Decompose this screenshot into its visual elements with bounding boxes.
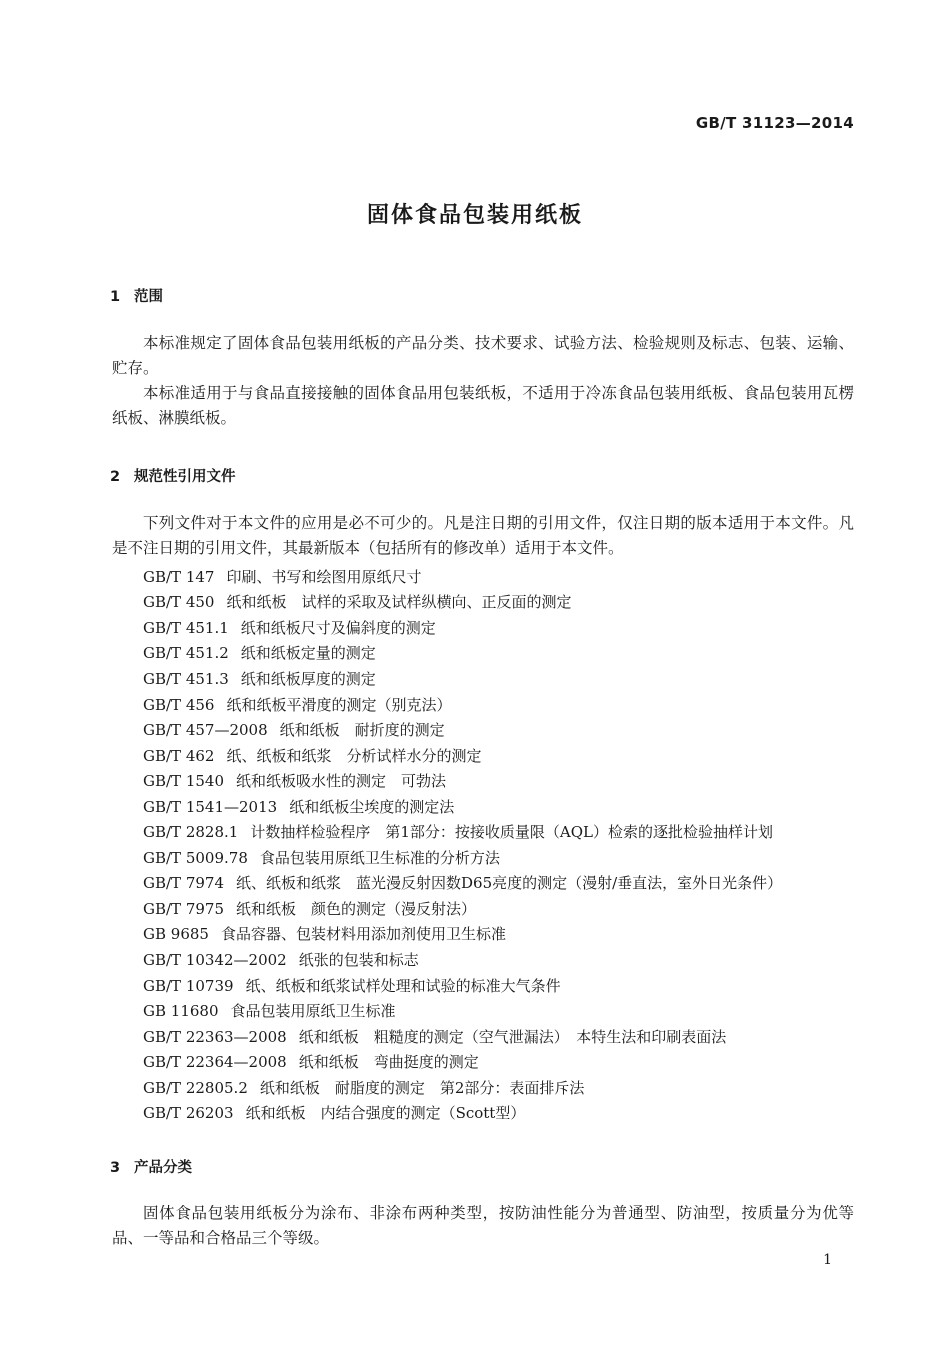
section-3-paragraph-1: 固体食品包装用纸板分为涂布、非涂布两种类型，按防油性能分为普通型、防油型，按质量分为优等品、一等品和合格品三个等级。: [112, 1204, 854, 1247]
section-3-heading: [110, 1156, 192, 1177]
section-title: 规范性引用文件: [134, 469, 236, 485]
reference-title: 纸、纸板和纸浆试样处理和试验的标准大气条件: [245, 977, 561, 995]
reference-code: GB/T 5009.78: [143, 849, 248, 867]
reference-item: [143, 796, 454, 817]
section-2-intro: 下列文件对于本文件的应用是必不可少的。凡是注日期的引用文件，仅注日期的版本适用于本文件。凡是不注日期的引用文件，其最新版本（包括所有的修改单）适用于本文件。: [112, 514, 854, 557]
reference-item: [143, 1051, 479, 1072]
reference-item: [143, 923, 506, 944]
reference-item: [143, 668, 376, 689]
reference-item: [143, 1102, 525, 1123]
reference-title: 纸、纸板和纸浆 分析试样水分的测定: [226, 747, 482, 765]
reference-code: GB/T 451.1: [143, 619, 229, 637]
section-title: 范围: [134, 289, 163, 305]
reference-title: 纸和纸板 试样的采取及试样纵横向、正反面的测定: [226, 593, 572, 611]
reference-item: [143, 642, 376, 663]
reference-title: 纸和纸板 粗糙度的测定（空气泄漏法） 本特生法和印刷表面法: [298, 1028, 727, 1046]
reference-code: GB/T 22363—2008: [143, 1028, 287, 1046]
reference-title: 印刷、书写和绘图用原纸尺寸: [226, 568, 422, 586]
document-title: 固体食品包装用纸板: [366, 203, 583, 228]
reference-item: [143, 872, 782, 893]
reference-code: GB/T 22805.2: [143, 1079, 248, 1097]
reference-title: 纸和纸板 颜色的测定（漫反射法）: [236, 900, 477, 918]
reference-code: GB/T 450: [143, 593, 215, 611]
reference-code: GB/T 147: [143, 568, 215, 586]
reference-title: 计数抽样检验程序 第1部分：按接收质量限（AQL）检索的逐批检验抽样计划: [250, 823, 773, 841]
reference-code: GB 9685: [143, 925, 209, 943]
page-number: 1: [823, 1252, 832, 1268]
reference-title: 食品容器、包装材料用添加剂使用卫生标准: [220, 925, 506, 943]
reference-item: [143, 975, 561, 996]
reference-code: GB/T 26203: [143, 1104, 234, 1122]
reference-title: 纸和纸板 弯曲挺度的测定: [298, 1053, 479, 1071]
reference-item: [143, 745, 481, 766]
reference-title: 纸和纸板吸水性的测定 可勃法: [236, 772, 447, 790]
section-number: 1: [110, 289, 121, 305]
reference-title: 纸和纸板 耐脂度的测定 第2部分：表面排斥法: [259, 1079, 585, 1097]
reference-code: GB/T 2828.1: [143, 823, 239, 841]
reference-code: GB/T 457—2008: [143, 721, 268, 739]
reference-title: 纸和纸板厚度的测定: [240, 670, 376, 688]
reference-item: [143, 719, 445, 740]
section-1-paragraph-1: 本标准规定了固体食品包装用纸板的产品分类、技术要求、试验方法、检验规则及标志、包装、运输、贮存。: [112, 334, 854, 377]
reference-title: 纸和纸板 内结合强度的测定（Scott型）: [245, 1104, 526, 1122]
reference-title: 纸和纸板平滑度的测定（别克法）: [226, 696, 452, 714]
section-number: 2: [110, 469, 121, 485]
reference-code: GB/T 1540: [143, 772, 225, 790]
reference-title: 纸和纸板尺寸及偏斜度的测定: [240, 619, 436, 637]
section-2-heading: [110, 465, 236, 486]
reference-title: 纸和纸板尘埃度的测定法: [289, 798, 455, 816]
reference-item: [143, 770, 446, 791]
reference-item: [143, 847, 500, 868]
reference-code: GB/T 451.3: [143, 670, 229, 688]
reference-code: GB/T 1541—2013: [143, 798, 278, 816]
reference-code: GB/T 10739: [143, 977, 234, 995]
reference-title: 食品包装用原纸卫生标准: [230, 1002, 396, 1020]
section-number: 3: [110, 1160, 121, 1176]
reference-code: GB/T 22364—2008: [143, 1053, 287, 1071]
reference-item: [143, 821, 773, 842]
reference-code: GB/T 462: [143, 747, 215, 765]
reference-title: 纸和纸板定量的测定: [240, 644, 376, 662]
reference-title: 食品包装用原纸卫生标准的分析方法: [259, 849, 500, 867]
reference-code: GB/T 456: [143, 696, 215, 714]
reference-item: [143, 566, 421, 587]
section-title: 产品分类: [134, 1160, 192, 1176]
reference-code: GB/T 7974: [143, 874, 225, 892]
standard-code: GB/T 31123—2014: [695, 114, 854, 132]
reference-item: [143, 694, 451, 715]
reference-title: 纸张的包装和标志: [298, 951, 419, 969]
reference-item: [143, 617, 436, 638]
reference-code: GB/T 7975: [143, 900, 225, 918]
reference-item: [143, 949, 419, 970]
reference-title: 纸和纸板 耐折度的测定: [279, 721, 445, 739]
reference-item: [143, 591, 571, 612]
reference-item: [143, 898, 476, 919]
section-1-heading: [110, 285, 163, 306]
reference-item: [143, 1000, 396, 1021]
reference-code: GB/T 10342—2002: [143, 951, 287, 969]
section-1-paragraph-2: 本标准适用于与食品直接接触的固体食品用包装纸板，不适用于冷冻食品包装用纸板、食品包装用瓦楞纸板、淋膜纸板。: [112, 384, 854, 427]
reference-code: GB 11680: [143, 1002, 219, 1020]
reference-code: GB/T 451.2: [143, 644, 229, 662]
reference-item: [143, 1077, 584, 1098]
reference-title: 纸、纸板和纸浆 蓝光漫反射因数D65亮度的测定（漫射/垂直法，室外日光条件）: [236, 874, 783, 892]
reference-item: [143, 1026, 726, 1047]
